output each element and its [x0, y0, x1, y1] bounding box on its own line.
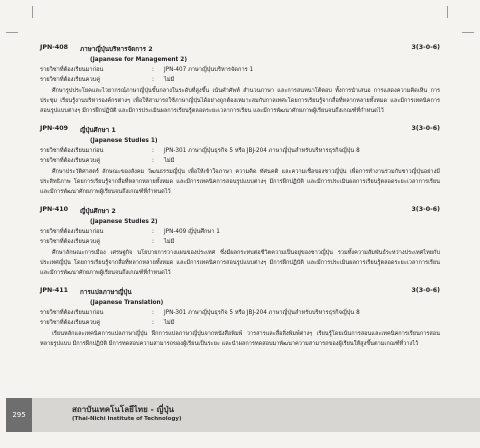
corequisite-value: ไม่มี — [164, 158, 175, 164]
corequisite-label: รายวิชาที่ต้องเรียนควบคู่ — [40, 158, 101, 164]
course-credits: 3(3-0-6) — [411, 44, 440, 51]
crop-mark-top-left — [20, 6, 33, 18]
prerequisite-value: JPN-407 ภาษาญี่ปุ่นบริหารจัดการ 1 — [164, 67, 254, 73]
course-entry — [40, 206, 440, 278]
page-number: 295 — [6, 398, 32, 432]
crop-mark-top-right-h — [462, 20, 474, 33]
corequisite-label: รายวิชาที่ต้องเรียนควบคู่ — [40, 239, 101, 245]
footer-band — [32, 398, 480, 432]
colon: : — [152, 310, 154, 316]
course-credits: 3(3-0-6) — [411, 287, 440, 294]
course-credits: 3(3-0-6) — [411, 125, 440, 132]
corequisite-row — [40, 318, 440, 328]
corequisite-row — [40, 237, 440, 247]
course-header — [40, 206, 440, 217]
course-code: JPN-410 — [40, 206, 68, 213]
prerequisite-label: รายวิชาที่ต้องเรียนมาก่อน — [40, 148, 104, 154]
crop-mark-top-right — [447, 6, 460, 18]
corequisite-label: รายวิชาที่ต้องเรียนควบคู่ — [40, 77, 101, 83]
course-description: ศึกษาประวัติศาสตร์ ลักษณะของสังคม วัฒนธรรมญี่ปุ่น เพื่อให้เข้าใจภาษา ความคิด ทัศนคติ และความเชื่อของชาวญี่ปุ่น เพื่อการทำงานร่วมกับชาวญี่ปุ่นอย่างมีประสิทธิภาพ โดยการเรียนรู้จากสื่อที่หลากหลายทั้งหมด และมีการเทคนิคการสอนรูปแบบต่างๆ มีการฝึกปฏิบัติ และมีการประเมินผลการเรียนรู้ตลอดระยะเวลาการเรียน และมีการพัฒนาศักยภาพผู้เรียนจนถึงเกณฑ์ที่กำหนดไว้ — [40, 169, 440, 195]
colon: : — [152, 77, 154, 83]
corequisite-value: ไม่มี — [164, 320, 175, 326]
course-description: ศึกษาลักษณะการเมือง เศรษฐกิจ นโยบายการวางแผนของประเทศ ซึ่งมีผลกระทบต่อชีวิตความเป็นอยู่ของชาวญี่ปุ่น รวมทั้งความสัมพันธ์ระหว่างประเทศไทยกับประเทศญี่ปุ่น โดยการเรียนรู้จากสื่อที่หลากหลายทั้งหมด และมีการเทคนิคการสอนรูปแบบต่างๆ มีการฝึกปฏิบัติ และมีการประเมินผลการเรียนรู้ตลอดระยะเวลาการเรียน และมีการพัฒนาศักยภาพผู้เรียนจนถึงเกณฑ์ที่กำหนดไว้ — [40, 250, 440, 276]
course-title: ญี่ปุ่นศึกษา 2 — [80, 208, 116, 215]
institute-name-english: (Thai-Nichi Institute of Technology) — [72, 416, 182, 422]
page-footer — [0, 398, 480, 432]
course-entry — [40, 125, 440, 197]
course-entry — [40, 44, 440, 116]
course-credits: 3(3-0-6) — [411, 206, 440, 213]
course-title: ญี่ปุ่นศึกษา 1 — [80, 127, 116, 134]
corequisite-value: ไม่มี — [164, 77, 175, 83]
crop-mark-top-left-h — [6, 20, 18, 33]
course-english-title: (Japanese Studies 2) — [90, 219, 158, 225]
prerequisite-value: JPN-301 ภาษาญี่ปุ่นธุรกิจ 5 หรือ JBJ-204 ภาษาญี่ปุ่นสำหรับบริหารธุรกิจญี่ปุ่น 8 — [164, 310, 360, 316]
course-header — [40, 44, 440, 55]
institute-name-thai: สถาบันเทคโนโลยีไทย - ญี่ปุ่น — [72, 405, 175, 414]
course-description: ศึกษารูปประโยคและไวยากรณ์ภาษาญี่ปุ่นขั้นกลางในระดับที่สูงขึ้น เน้นคำศัพท์ สำนวนภาษา และการสนทนาโต้ตอบ ทั้งการนำเสนอ การแสดงความคิดเห็น การประชุม เรียนรู้งานบริหารองค์กรต่างๆ เพื่อให้สามารถใช้ภาษาญี่ปุ่นได้อย่างถูกต้องเหมาะสมกับกาลเทศะโดยการเรียนรู้จากสื่อที่หลากหลายทั้งหมด และมีการเทคนิคการสอนรูปแบบต่างๆ มีการฝึกปฏิบัติ และมีการประเมินผลการเรียนรู้ตลอดระยะเวลาการเรียน และมีการพัฒนาศักยภาพผู้เรียนจนถึงเกณฑ์ที่กำหนดไว้ — [40, 88, 440, 114]
corequisite-row — [40, 156, 440, 166]
course-title: การแปลภาษาญี่ปุ่น — [80, 289, 132, 296]
course-code: JPN-411 — [40, 287, 68, 294]
course-description: เรียนหลักและเทคนิคการแปลภาษาญี่ปุ่น ฝึกการแปลภาษาญี่ปุ่นจากหนังสือพิมพ์ วารสารและสื่อสิ่งพิมพ์ต่างๆ เรียนรู้โดยเน้นการสอนและเทคนิคการเรียนการสอนหลายรูปแบบ มีการฝึกปฏิบัติ มีการทดสอบความสามารถของผู้เรียนเป็นระยะ และนำผลการทดสอบมาพัฒนาความสามารถของผู้เรียนให้สูงขึ้นตามเกณฑ์ที่วางไว้ — [40, 331, 440, 347]
prerequisite-value: JPN-409 ญี่ปุ่นศึกษา 1 — [164, 229, 220, 235]
prerequisite-row — [40, 227, 440, 237]
colon: : — [152, 148, 154, 154]
course-code: JPN-408 — [40, 44, 68, 51]
course-header — [40, 125, 440, 136]
corequisite-row — [40, 75, 440, 85]
course-english-title: (Japanese Studies 1) — [90, 138, 158, 144]
prerequisite-row — [40, 308, 440, 318]
prerequisite-row — [40, 65, 440, 75]
course-header — [40, 287, 440, 298]
course-list — [40, 44, 440, 358]
course-english-title: (Japanese Translation) — [90, 300, 164, 306]
colon: : — [152, 158, 154, 164]
course-entry — [40, 287, 440, 349]
prerequisite-label: รายวิชาที่ต้องเรียนมาก่อน — [40, 229, 104, 235]
prerequisite-label: รายวิชาที่ต้องเรียนมาก่อน — [40, 310, 104, 316]
corequisite-value: ไม่มี — [164, 239, 175, 245]
prerequisite-row — [40, 146, 440, 156]
course-title: ภาษาญี่ปุ่นบริหารจัดการ 2 — [80, 46, 153, 53]
colon: : — [152, 239, 154, 245]
colon: : — [152, 67, 154, 73]
colon: : — [152, 229, 154, 235]
prerequisite-label: รายวิชาที่ต้องเรียนมาก่อน — [40, 67, 104, 73]
course-english-title: (Japanese for Management 2) — [90, 57, 187, 63]
corequisite-label: รายวิชาที่ต้องเรียนควบคู่ — [40, 320, 101, 326]
colon: : — [152, 320, 154, 326]
course-code: JPN-409 — [40, 125, 68, 132]
prerequisite-value: JPN-301 ภาษาญี่ปุ่นธุรกิจ 5 หรือ JBJ-204 ภาษาญี่ปุ่นสำหรับบริหารธุรกิจญี่ปุ่น 8 — [164, 148, 360, 154]
